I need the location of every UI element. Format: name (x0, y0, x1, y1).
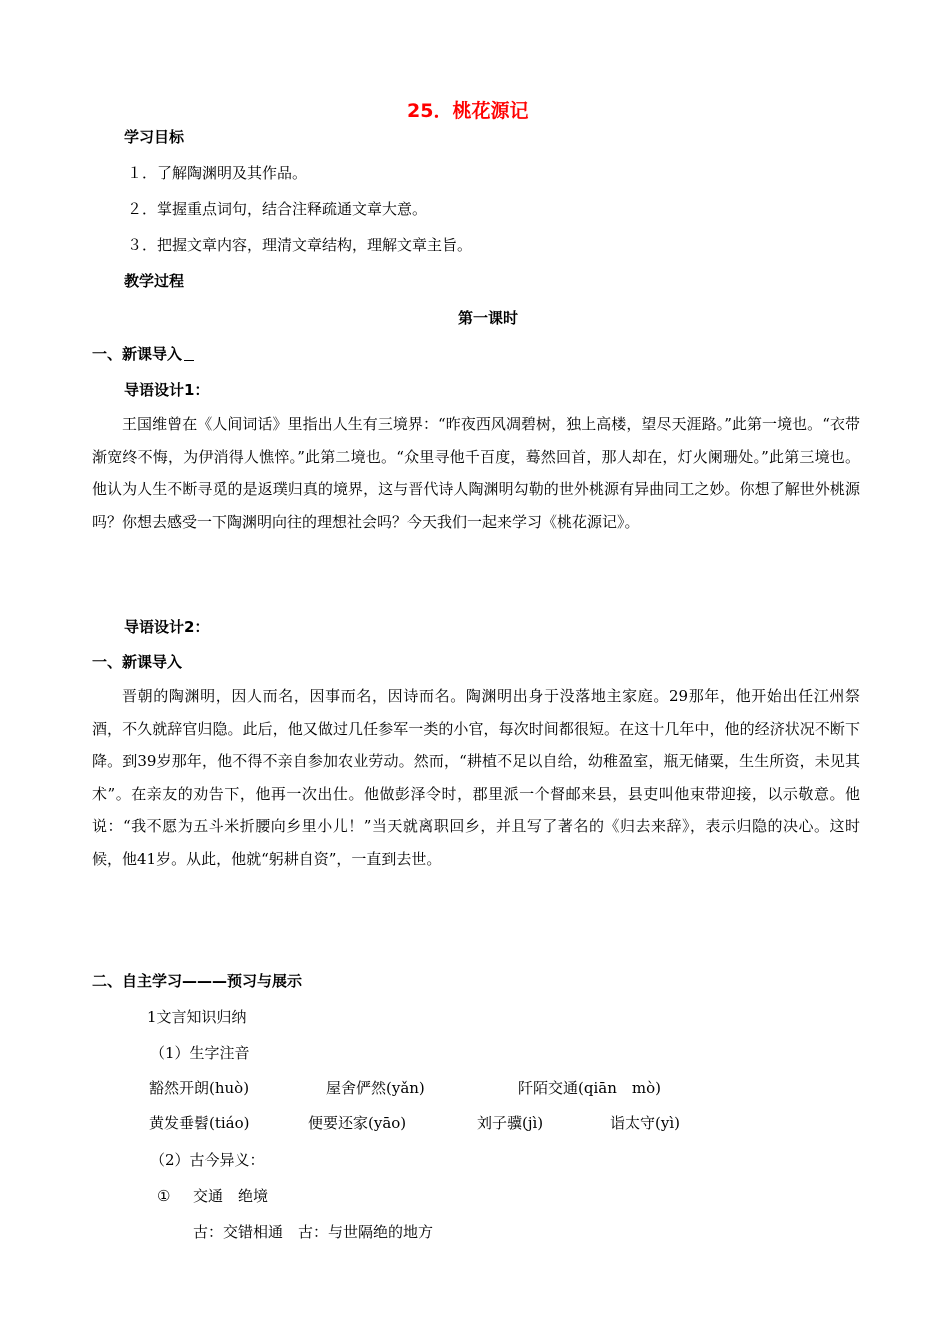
objectives-heading: 学习目标 (124, 128, 185, 146)
pron-item: 屋舍俨然(yǎn) (326, 1079, 425, 1097)
pron-item: 豁然开朗(huò) (149, 1079, 250, 1097)
intro2-paragraph: 晋朝的陶渊明，因人而名，因事而名，因诗而名。陶渊明出身于没落地主家庭。29那年，他开始出任江州祭酒，不久就辞官归隐。此后，他又做过几任参军一类的小官，每次时间都很短。在这十几年中，他的经济状况不断下降。到39岁那年，他不得不亲自参加农业劳动。然而，“耕植不足以自给，幼稚盈室，瓶无储粟，生生所资，未见其术”。在亲友的劝告下，他再一次出仕。他做彭泽令时，郡里派一个督邮来县，县吏叫他束带迎接，以示敬意。他说：“我不愿为五斗米折腰向乡里小儿！”当天就离职回乡，并且写了著名的《归去来辞》，表示归隐的决心。这时候，他41岁。从此，他就“躬耕自资”，一直到去世。 (92, 687, 860, 868)
intro1-paragraph: 王国维曾在《人间词话》里指出人生有三境界：“昨夜西风凋碧树，独上高楼，望尽天涯路。”此第一境也。“衣带渐宽终不悔，为伊消得人憔悴。”此第二境也。“众里寻他千百度，蓦然回首，那人却在，灯火阑珊处。”此第三境也。他认为人生不断寻觅的是返璞归真的境界，这与晋代诗人陶渊明勾勒的世外桃源有异曲同工之妙。你想了解世外桃源吗？你想去感受一下陶渊明向往的理想社会吗？今天我们一起来学习《桃花源记》。 (92, 415, 860, 531)
item-number: ① (157, 1187, 171, 1205)
process-heading: 教学过程 (124, 272, 185, 290)
objective-item-2: ２．掌握重点词句，结合注释疏通文章大意。 (127, 200, 428, 218)
section1-heading: 一、新课导入 (92, 344, 194, 364)
intro1-heading: 导语设计1： (124, 381, 210, 399)
pronunciation-heading: （1）生字注音 (150, 1044, 250, 1062)
intro2-heading: 导语设计2： (124, 618, 210, 636)
item-words: 交通 绝境 (193, 1187, 269, 1205)
pron-item: 阡陌交通(qiān mò) (518, 1079, 661, 1097)
intro2-subheading: 一、新课导入 (92, 653, 183, 671)
pron-item: 刘子骥(jì) (477, 1114, 544, 1132)
lesson-heading: 第一课时 (458, 309, 519, 327)
page-title: 25．桃花源记 (407, 100, 529, 122)
objective-item-1: １．了解陶渊明及其作品。 (127, 164, 308, 182)
objective-item-3: ３．把握文章内容，理清文章结构，理解文章主旨。 (127, 236, 473, 254)
underline-blank (184, 346, 194, 361)
pron-item: 黄发垂髫(tiáo) (149, 1114, 250, 1132)
section2-heading: 二、自主学习———预习与展示 (92, 972, 303, 990)
pron-item: 便要还家(yāo) (308, 1114, 407, 1132)
item-gloss: 古：交错相通 古：与世隔绝的地方 (193, 1223, 434, 1241)
knowledge-subheading: 1文言知识归纳 (147, 1008, 247, 1026)
gujin-heading: （2）古今异义： (150, 1151, 265, 1169)
pron-item: 诣太守(yì) (610, 1114, 680, 1132)
